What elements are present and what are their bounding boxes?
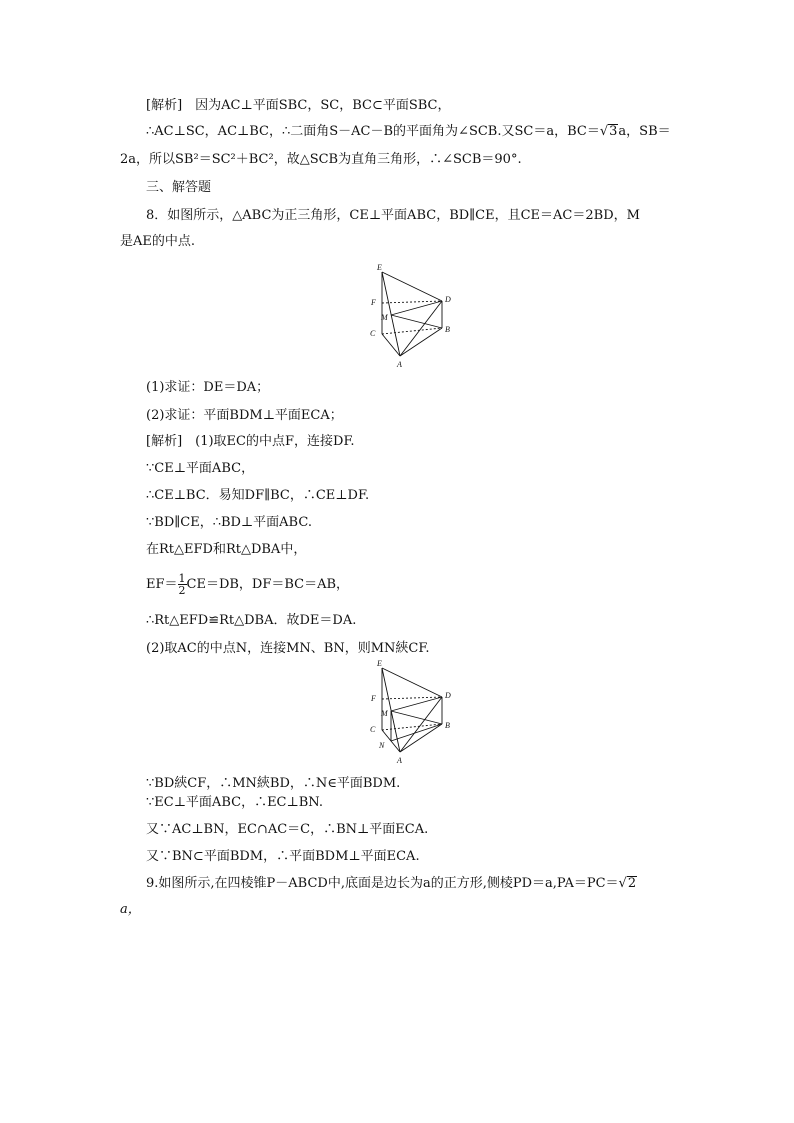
problem-9-line-1: 9.如图所示,在四棱锥P－ABCD中,底面是边长为a的正方形,侧棱PD＝a,PA＝PC＝√2 bbox=[146, 876, 637, 891]
line-analysis-3: 2a，所以SB²＝SC²＋BC²，故△SCB为直角三角形，∴∠SCB＝90°. bbox=[120, 152, 522, 167]
problem-8-line-1: 8．如图所示，△ABC为正三角形，CE⊥平面ABC，BD∥CE，且CE＝AC＝2BD，M bbox=[146, 208, 640, 223]
fig1-label-f: F bbox=[371, 298, 376, 307]
fig2-label-e: E bbox=[377, 659, 382, 668]
figure-2 bbox=[365, 656, 465, 768]
line-analysis-2: ∴AC⊥SC，AC⊥BC，∴二面角S－AC－B的平面角为∠SCB.又SC＝a，BC＝√3a，SB＝ bbox=[146, 124, 671, 139]
problem-8-line-2: 是AE的中点. bbox=[120, 234, 196, 249]
solution-line-1: [解析] (1)取EC的中点F，连接DF. bbox=[146, 434, 355, 449]
section-heading: 三、解答题 bbox=[146, 180, 212, 195]
proof-goal-1: (1)求证：DE＝DA； bbox=[146, 380, 270, 395]
fig2-label-c: C bbox=[370, 725, 376, 734]
fig1-label-m: M bbox=[381, 313, 388, 322]
fig2-label-b: B bbox=[445, 721, 450, 730]
fig2-label-a: A bbox=[397, 756, 402, 765]
fig2-label-f: F bbox=[371, 694, 376, 703]
fig2-label-m: M bbox=[381, 709, 388, 718]
solution-line-8: (2)取AC的中点N，连接MN、BN，则MN綊CF. bbox=[146, 641, 430, 656]
solution-line-7: ∴Rt△EFD≌Rt△DBA．故DE＝DA. bbox=[146, 613, 357, 628]
fig1-label-d: D bbox=[445, 295, 451, 304]
solution-line-3: ∴CE⊥BC．易知DF∥BC，∴CE⊥DF. bbox=[146, 488, 370, 503]
solution-line-10: ∵EC⊥平面ABC，∴EC⊥BN. bbox=[146, 795, 323, 810]
solution-line-12: 又∵BN⊂平面BDM，∴平面BDM⊥平面ECA. bbox=[146, 849, 420, 864]
fig1-label-e: E bbox=[377, 263, 382, 272]
solution-line-6: EF＝ $\frac{1}{2}$ CE＝DB，DF＝BC＝AB， bbox=[146, 572, 350, 597]
solution-line-11: 又∵AC⊥BN，EC∩AC＝C，∴BN⊥平面ECA. bbox=[146, 822, 429, 837]
solution-line-2: ∵CE⊥平面ABC， bbox=[146, 461, 255, 476]
sqrt-2: √2 bbox=[618, 876, 637, 891]
fraction-one-half: $\frac{1}{2}$ bbox=[178, 572, 186, 597]
solution-line-4: ∵BD∥CE，∴BD⊥平面ABC. bbox=[146, 515, 312, 530]
solution-line-9: ∵BD綊CF，∴MN綊BD，∴N∈平面BDM. bbox=[146, 776, 401, 791]
problem-9-line-2: a， bbox=[120, 902, 141, 917]
fig1-label-b: B bbox=[445, 325, 450, 334]
line-analysis-1: [解析] 因为AC⊥平面SBC，SC，BC⊂平面SBC， bbox=[146, 98, 451, 113]
figure-1 bbox=[365, 260, 465, 372]
fig1-label-c: C bbox=[370, 329, 376, 338]
sqrt-3: √3 bbox=[599, 124, 618, 139]
solution-line-5: 在Rt△EFD和Rt△DBA中， bbox=[146, 542, 307, 557]
fig2-label-n: N bbox=[379, 741, 385, 750]
fig1-label-a: A bbox=[397, 360, 402, 369]
proof-goal-2: (2)求证：平面BDM⊥平面ECA； bbox=[146, 408, 343, 423]
fig2-label-d: D bbox=[445, 691, 451, 700]
